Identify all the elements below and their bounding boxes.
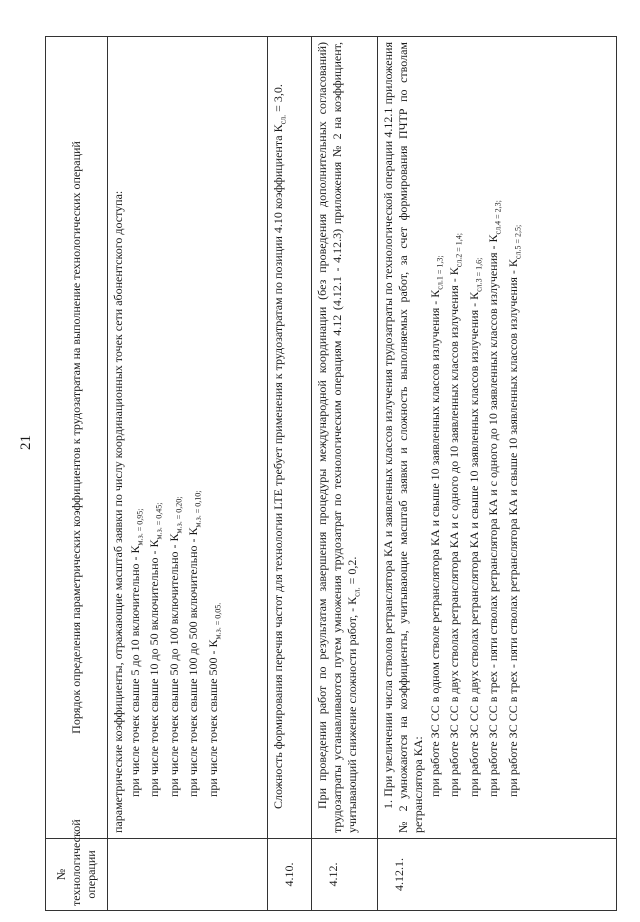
table-row [108,37,268,911]
row-description [108,37,268,839]
list-item: при работе ЗС СС в трех - пяти стволах ретранслятора КА и свыше 10 заявленных классов излучения - $К_{сл.5 = 2,5;}$ [505,224,522,797]
row-number: 4.12. [312,839,378,911]
list-item: при числе точек свыше 10 до 50 включительно - $К_{м.з. = 0,45;}$ [147,502,164,797]
header-operation-number: № технологической операции [46,839,108,911]
rotated-table-container [45,36,617,911]
header-description: Порядок определения параметрических коэффициентов к трудозатратам на выполнение технологических операций [46,37,108,839]
row-number: 4.12.1. [378,839,617,911]
row-number [108,839,268,911]
page-number: 21 [18,435,34,450]
list-item: при работе ЗС СС в двух стволах ретранслятора КА и с одного до 10 заявленных классов излучения - $К_{сл.2 = 1,4;}$ [447,232,464,797]
row-intro: параметрические коэффициенты, отражающие масштаб заявки по числу координационных точек сети абонентского доступа: [111,190,125,833]
row-intro: 1. При увеличении числа стволов ретранслятора КА и заявленных классов излучения трудозатраты по технологической операции 4.12.1 приложения № 2 умножаются на коэффициенты, учитывающие масштаб заявки и сложность выполняемых работ, за счет формирования ПЧТР по стволам ретранслятора КА: [381,42,425,833]
row-description [378,37,617,839]
list-item: при числе точек свыше $500 - К_{м.з. = 0,05.}$ [205,602,222,797]
table-row [378,37,617,911]
list-item: при работе ЗС СС в трех - пяти стволах ретранслятора КА и с одного до 10 заявленных классов излучения - $К_{сл.4 = 2,3;}$ [486,200,503,797]
list-item: при числе точек свыше 100 до 500 включительно - $К_{м.з. = 0,10;}$ [186,490,203,797]
list-item: при числе точек свыше 50 до 100 включительно - $К_{м.з. = 0,20;}$ [166,496,184,797]
coefficients-table [45,36,617,911]
table-header-row [46,37,108,911]
row-description: Сложность формирования перечня частот для технологии LTE требует применения к трудозатратам по позиции 4.10 коэффициента $К_{сл.} = 3,0$. [268,37,312,839]
row-number: 4.10. [268,839,312,911]
table-row [312,37,378,911]
list-item: при работе ЗС СС в одном стволе ретранслятора КА и свыше 10 заявленных классов излучения - $К_{сл.1 = 1,3;}$ [428,255,445,797]
row-description: При проведении работ по результатам завершения процедуры международной координации (без проведения дополнительных согласований) трудозатраты устанавливаются путем умножения трудозатрат по технологическим операциям 4.12 (4.12.1 - 4.12.3) приложения № 2 на коэффициент, учитывающий снижение сложности работ, - $К_{сл.} = 0,2$. [312,37,378,839]
list-item: при работе ЗС СС в двух стволах ретранслятора КА и свыше 10 заявленных классов излучения - $К_{сл.3 = 1,6;}$ [466,257,484,797]
table-row [268,37,312,911]
list-item: при числе точек свыше 5 до 10 включительно - $К_{м.з. = 0,95;}$ [128,508,145,797]
